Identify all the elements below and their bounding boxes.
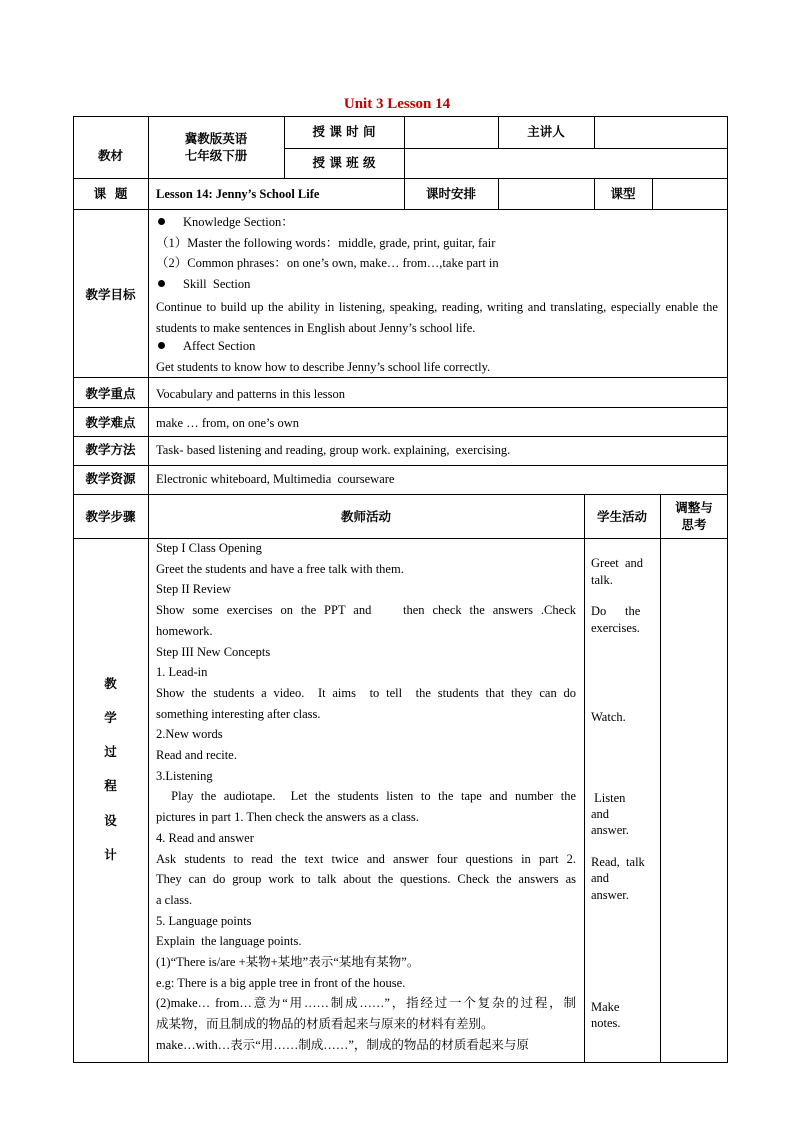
process-line: Greet the students and have a free talk with them.	[156, 561, 404, 576]
process-line: 2.New words	[156, 727, 223, 742]
process-label-char: 设	[104, 813, 117, 828]
process-line: pictures in part 1. Then check the answers as a class.	[156, 810, 419, 825]
textbook-name: 冀教版英语	[184, 131, 248, 146]
column-divider	[652, 178, 653, 210]
class-group-label: 授 课 班 级	[312, 155, 376, 170]
knowledge-item: （1）Master the following words：middle, grade, print, guitar, fair	[156, 236, 496, 250]
process-line: (1)“There is/are +某物+某地”表示“某地有某物”。	[156, 955, 420, 969]
column-divider	[584, 494, 585, 1063]
teacher-activity-header: 教师活动	[340, 509, 391, 524]
process-line: Show the students a video. It aims to tell the students that they can do	[156, 685, 576, 700]
row-divider	[73, 465, 728, 466]
topic-label: 课 题	[93, 186, 128, 201]
resources-label: 教学资源	[85, 471, 136, 486]
process-line: Explain the language points.	[156, 934, 302, 949]
row-divider	[73, 178, 728, 179]
class-time-label: 授 课 时 间	[312, 124, 376, 139]
schedule-label: 课时安排	[425, 186, 476, 201]
process-line: (2)make… from…意为“用……制成……”，指经过一个复杂的过程，制	[156, 996, 576, 1011]
row-divider	[73, 209, 728, 210]
resources-value: Electronic whiteboard, Multimedia courseware	[156, 472, 395, 486]
steps-column-header: 教学步骤	[85, 509, 136, 524]
process-line: homework.	[156, 623, 213, 638]
difficulties-label: 教学难点	[85, 415, 136, 430]
row-divider	[73, 436, 728, 437]
textbook-grade: 七年级下册	[184, 148, 248, 163]
affect-text: Get students to know how to describe Jenny’s school life correctly.	[156, 360, 491, 374]
student-activity-line: Read, talk	[591, 855, 645, 869]
material-label: 教材	[97, 148, 123, 163]
process-line: Show some exercises on the PPT and then check the answers .Check	[156, 603, 576, 618]
skill-heading: Skill Section	[183, 277, 251, 291]
process-line: Step III New Concepts	[156, 644, 271, 659]
student-activity-line: Greet and	[591, 556, 644, 570]
student-activity-line: and	[591, 807, 610, 821]
student-activity-line: notes.	[591, 1016, 621, 1030]
process-label-char: 教	[104, 676, 117, 691]
process-label-char: 过	[104, 744, 117, 759]
process-line: They can do group work to talk about the questions. Check the answers as	[156, 872, 576, 887]
process-line: something interesting after class.	[156, 706, 321, 721]
adjust-header: 思考	[681, 517, 707, 532]
process-line: 成某物，而且制成的物品的材质看起来与原来的材料有差别。	[156, 1017, 494, 1032]
process-line: Read and recite.	[156, 748, 237, 762]
affect-heading: Affect Section	[183, 339, 256, 353]
student-activity-line: Do the	[591, 604, 641, 618]
row-divider	[73, 377, 728, 378]
student-activity-line: exercises.	[591, 621, 640, 635]
process-line: a class.	[156, 892, 193, 907]
topic-value: Lesson 14: Jenny’s School Life	[156, 187, 320, 201]
column-divider	[148, 116, 149, 1063]
methods-label: 教学方法	[85, 442, 136, 457]
column-divider	[498, 178, 499, 210]
student-activity-line: answer.	[591, 888, 629, 902]
lesson-type-label: 课型	[610, 186, 636, 201]
process-line: Ask students to read the text twice and answer four questions in part 2.	[156, 851, 576, 866]
process-label-char: 学	[104, 710, 117, 725]
process-line: 4. Read and answer	[156, 830, 254, 845]
row-divider	[73, 494, 728, 495]
student-activity-line: answer.	[591, 823, 629, 837]
process-line: 5. Language points	[156, 913, 252, 928]
process-line: Step I Class Opening	[156, 541, 262, 555]
student-activity-header: 学生活动	[596, 509, 647, 524]
key-points-label: 教学重点	[85, 386, 136, 401]
bullet-icon	[158, 280, 165, 287]
bullet-icon	[158, 342, 165, 349]
row-divider	[284, 148, 728, 149]
process-label-char: 程	[104, 778, 117, 793]
process-line: 1. Lead-in	[156, 665, 208, 680]
process-line: 3.Listening	[156, 768, 213, 783]
process-label-char: 计	[104, 847, 117, 862]
row-divider	[73, 407, 728, 408]
student-activity-line: Listen	[591, 791, 626, 805]
process-line: Step II Review	[156, 582, 231, 597]
methods-value: Task- based listening and reading, group work. explaining, exercising.	[156, 443, 511, 457]
bullet-icon	[158, 218, 165, 225]
lecturer-label: 主讲人	[527, 124, 565, 139]
column-divider	[594, 116, 595, 149]
process-line: Play the audiotape. Let the students listen to the tape and number the	[156, 789, 576, 804]
student-activity-line: Make	[591, 1000, 620, 1014]
document-title: Unit 3 Lesson 14	[343, 96, 451, 112]
student-activity-line: talk.	[591, 573, 613, 587]
difficulties-value: make … from, on one’s own	[156, 416, 300, 430]
column-divider	[404, 116, 405, 179]
key-points-value: Vocabulary and patterns in this lesson	[156, 387, 345, 401]
column-divider	[660, 494, 661, 1063]
row-divider	[73, 538, 728, 539]
adjust-header: 调整与	[675, 500, 713, 515]
process-line: e.g: There is a big apple tree in front of the house.	[156, 975, 406, 990]
student-activity-line: and	[591, 871, 610, 885]
process-line: make…with…表示“用……制成……”，制成的物品的材质看起来与原	[156, 1037, 529, 1052]
objectives-label: 教学目标	[85, 287, 136, 302]
knowledge-heading: Knowledge Section：	[183, 215, 294, 229]
skill-text: Continue to build up the ability in listening, speaking, reading, writing and translating, especially enable the students to make sentences in English about Jenny’s school life.	[156, 300, 718, 335]
knowledge-item: （2）Common phrases：on one’s own, make… from…,take part in	[156, 256, 499, 270]
student-activity-line: Watch.	[591, 710, 626, 724]
